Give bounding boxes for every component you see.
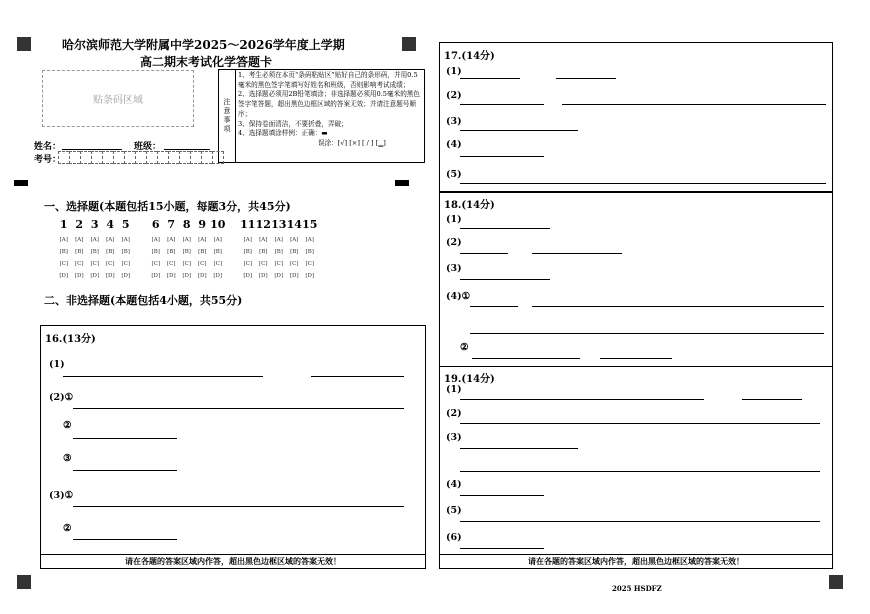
question-number: 12 (255, 218, 271, 231)
class-field[interactable] (164, 149, 210, 150)
answer-line[interactable] (460, 228, 550, 229)
answer-line[interactable] (73, 506, 404, 507)
notice-item: 2、选择题必须用2B铅笔填涂；非选择题必须用0.5毫米的黑色签字笔答题，超出黑色边框区域的答案无效；并请注意题号顺序； (238, 90, 420, 118)
answer-line[interactable] (460, 156, 544, 157)
q17-title: 17.(14分) (444, 51, 495, 62)
q19-sub: (4) (446, 479, 462, 490)
question-number: 5 (121, 218, 130, 231)
alignment-marker (402, 37, 416, 51)
q17-sub: (3) (446, 116, 462, 127)
question-number: 7 (167, 218, 176, 231)
section2-title: 二、非选择题(本题包括4小题，共55分) (44, 294, 243, 307)
question-number: 6 (151, 218, 160, 231)
q19-sub: (6) (446, 532, 462, 543)
q18-answer-box[interactable] (439, 192, 833, 367)
answer-line[interactable] (73, 470, 177, 471)
answer-line[interactable] (470, 333, 824, 334)
notice-text (238, 71, 423, 149)
answer-line[interactable] (460, 448, 578, 449)
q16-sub: (1) (49, 359, 65, 370)
timing-mark (14, 180, 28, 186)
barcode-area: 贴条码区域 (42, 70, 194, 127)
q16-sub: ② (63, 420, 72, 431)
question-number: 3 (90, 218, 99, 231)
answer-line[interactable] (460, 104, 544, 105)
class-label: 班级： (134, 142, 162, 152)
answer-line[interactable] (63, 376, 263, 377)
answer-line[interactable] (460, 548, 544, 549)
notice-item: 3、保持卷面清洁，不要折叠，弄破； (238, 119, 348, 128)
question-number: 14 (286, 218, 302, 231)
q19-sub: (1) (446, 384, 462, 395)
answer-line[interactable] (532, 306, 824, 307)
wrong-sample: 误涂：[√] [×] [ / ] [▁] (318, 138, 386, 147)
q17-answer-box[interactable] (439, 42, 833, 192)
answer-line[interactable] (73, 438, 177, 439)
notice-item: 4、选择题填涂样例：正确：▬ (238, 129, 328, 138)
notice-item: 1、考生必须在本页“条码粘贴区”贴好自己的条形码，并用0.5毫米的黑色签字笔填写好姓名和班级，否则影响考试成绩； (238, 71, 418, 89)
answer-line[interactable] (460, 423, 820, 424)
q19-sub: (2) (446, 408, 462, 419)
question-number: 2 (75, 218, 84, 231)
answer-line[interactable] (562, 104, 826, 105)
id-cells[interactable] (58, 151, 224, 164)
q18-sub: (3) (446, 263, 462, 274)
alignment-marker (17, 37, 31, 51)
name-label: 姓名： (34, 142, 62, 152)
q16-sub: ② (63, 523, 72, 534)
choice-group[interactable]: 6 7 8 9 10 [A] [A] [A] [A] [A] [B] [B] [B] [B] [B] [C] [C] [C] [C] [C] [D] [D] [D] [D] [D] (148, 218, 226, 279)
q16-answer-box[interactable] (40, 325, 426, 569)
q18-title: 18.(14分) (444, 200, 495, 211)
answer-warning: 请在各题的答案区域内作答，超出黑色边框区域的答案无效！ (440, 554, 832, 568)
choice-group[interactable]: 1 2 3 4 5 [A] [A] [A] [A] [A] [B] [B] [B] [B] [B] [C] [C] [C] [C] [C] [D] [D] [D] [D] [D] (56, 218, 134, 279)
timing-mark (395, 180, 409, 186)
answer-line[interactable] (460, 183, 826, 184)
question-number: 1 (59, 218, 68, 231)
question-number: 10 (210, 218, 226, 231)
q19-sub: (5) (446, 505, 462, 516)
answer-line[interactable] (460, 471, 820, 472)
q18-sub: (2) (446, 237, 462, 248)
q16-title: 16.(13分) (45, 334, 96, 345)
q18-sub: (4)① (446, 291, 471, 302)
question-number: 8 (182, 218, 191, 231)
q19-sub: (3) (446, 432, 462, 443)
q17-sub: (2) (446, 90, 462, 101)
answer-line[interactable] (742, 399, 802, 400)
q18-sub: (1) (446, 214, 462, 225)
question-number: 15 (302, 218, 318, 231)
answer-line[interactable] (460, 253, 508, 254)
answer-line[interactable] (460, 78, 520, 79)
answer-line[interactable] (470, 306, 518, 307)
answer-line[interactable] (600, 358, 672, 359)
answer-warning: 请在各题的答案区域内作答，超出黑色边框区域的答案无效！ (41, 554, 425, 568)
notice-box (218, 69, 425, 163)
id-label: 考号： (34, 155, 62, 165)
q19-title: 19.(14分) (444, 374, 495, 385)
choice-group[interactable]: 11 12 13 14 15 [A] [A] [A] [A] [A] [B] [B] [B] [B] [B] [C] [C] [C] [C] [C] [D] [D] [D] [D] [D] (240, 218, 318, 279)
sheet-code: 2025 HSDFZ (612, 584, 662, 593)
answer-line[interactable] (472, 358, 580, 359)
q19-answer-box[interactable] (439, 366, 833, 569)
q16-sub: (3)① (49, 490, 74, 501)
q16-sub: (2)① (49, 392, 74, 403)
answer-line[interactable] (460, 521, 820, 522)
notice-label: 注意事项 (219, 70, 236, 162)
question-number: 9 (198, 218, 207, 231)
school-title: 哈尔滨师范大学附属中学2025～2026学年度上学期 (62, 38, 345, 52)
answer-line[interactable] (556, 78, 616, 79)
q17-sub: (1) (446, 66, 462, 77)
question-number: 11 (240, 218, 256, 231)
answer-line[interactable] (73, 539, 177, 540)
q18-sub: ② (460, 342, 469, 353)
answer-line[interactable] (460, 495, 544, 496)
alignment-marker (829, 575, 843, 589)
question-number: 4 (106, 218, 115, 231)
q16-sub: ③ (63, 453, 72, 464)
answer-line[interactable] (532, 253, 622, 254)
alignment-marker (17, 575, 31, 589)
q17-sub: (4) (446, 139, 462, 150)
question-number: 13 (271, 218, 287, 231)
answer-line[interactable] (311, 376, 404, 377)
answer-line[interactable] (460, 130, 578, 131)
name-field[interactable] (62, 149, 122, 150)
answer-line[interactable] (73, 408, 404, 409)
section1-title: 一、选择题(本题包括15小题，每题3分，共45分) (44, 200, 291, 213)
answer-line[interactable] (460, 279, 550, 280)
answer-line[interactable] (460, 399, 704, 400)
q17-sub: (5) (446, 169, 462, 180)
exam-title: 高二期末考试化学答题卡 (140, 55, 273, 69)
